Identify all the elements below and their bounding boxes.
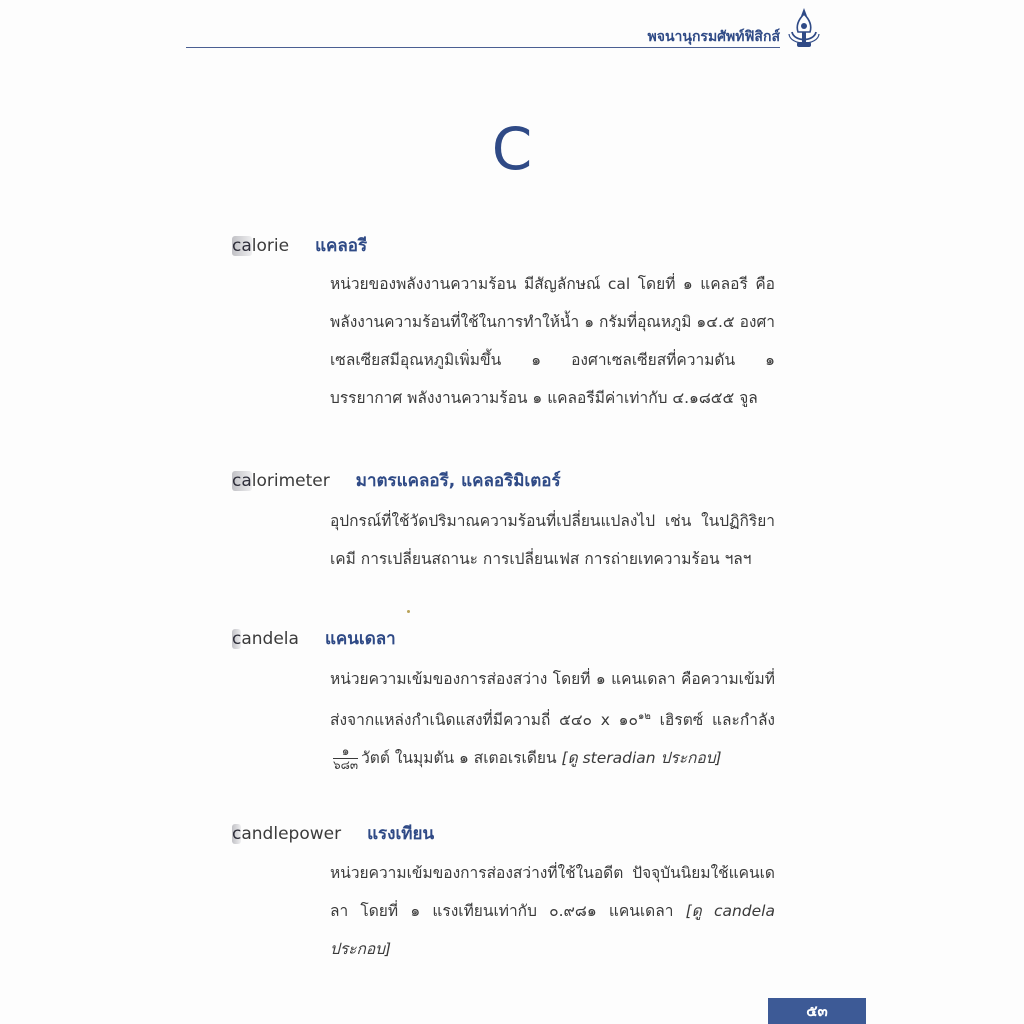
term-rest: andlepower (241, 824, 342, 844)
entry-term (232, 471, 330, 491)
term-highlight: ca (232, 236, 252, 256)
entry-thai-term: แคนเดลา (324, 629, 396, 649)
entry-thai-term: มาตรแคลอรี, แคลอริมิเตอร์ (355, 471, 561, 491)
term-rest: andela (241, 629, 299, 649)
entry-head-calorie (232, 232, 367, 256)
definition-text: หน่วยความเข้มของการส่องสว่าง โดยที่ ๑ แคนเดลา คือความเข้มที่ส่งจากแหล่งกำเนิดแสงที่มีความถี่ ๕๔๐ x ๑๐ (330, 670, 775, 730)
header-title: พจนานุกรมศัพท์ฟิสิกส์ (647, 29, 780, 45)
definition-text: หน่วยความเข้มของการส่องสว่างที่ใช้ในอดีต ปัจจุบันนิยมใช้แคนเดลา โดยที่ ๑ แรงเทียนเท่ากับ ๐.๙๘๑ แคนเดลา (330, 864, 775, 920)
entry-thai-term: แรงเทียน (367, 824, 435, 844)
cross-reference: [ดู candela ประกอบ] (330, 902, 775, 958)
entry-term (232, 629, 299, 649)
fraction-denominator: ๖๘๓ (333, 758, 359, 773)
entry-term (232, 824, 341, 844)
entry-definition-candlepower (330, 854, 775, 968)
fraction (333, 745, 358, 772)
section-letter: C (491, 115, 533, 183)
entry-head-calorimeter (232, 467, 561, 491)
page-number: ๕๓ (768, 998, 866, 1024)
fraction-numerator: ๑ (333, 745, 358, 759)
exponent: ๑๒ (637, 711, 651, 722)
definition-text: เฮิรตซ์ และกำลัง (650, 711, 776, 730)
term-highlight: c (232, 629, 242, 649)
entry-term (232, 236, 289, 256)
entry-definition-calorimeter: อุปกรณ์ที่ใช้วัดปริมาณความร้อนที่เปลี่ยนแปลงไป เช่น ในปฏิกิริยาเคมี การเปลี่ยนสถานะ การเปลี่ยนเฟส การถ่ายเทความร้อน ฯลฯ (330, 512, 775, 568)
royal-institute-emblem-icon (786, 6, 822, 52)
header-rule (186, 47, 780, 48)
cross-reference: [ดู steradian ประกอบ] (561, 749, 722, 768)
entry-definition-candela (330, 660, 775, 777)
term-rest: lorimeter (251, 471, 330, 491)
term-highlight: ca (232, 471, 252, 491)
entry-definition-calorie: หน่วยของพลังงานความร้อน มีสัญลักษณ์ cal โดยที่ ๑ แคลอรี คือพลังงานความร้อนที่ใช้ในการทำให้น้ำ ๑ กรัมที่อุณหภูมิ ๑๔.๕ องศาเซลเซียสมีอุณหภูมิเพิ่มขึ้น ๑ องศาเซลเซียสที่ความดัน ๑ บรรยากาศ พลังงานความร้อน ๑ แคลอรีมีค่าเท่ากับ ๔.๑๘๕๕ จูล (330, 275, 775, 407)
print-speck (407, 610, 410, 613)
term-rest: lorie (251, 236, 290, 256)
term-highlight: c (232, 824, 242, 844)
entry-head-candlepower (232, 820, 434, 844)
entry-thai-term: แคลอรี (315, 236, 368, 256)
definition-text: วัตต์ ในมุมตัน ๑ สเตอเรเดียน (361, 749, 562, 768)
entry-head-candela (232, 625, 396, 649)
